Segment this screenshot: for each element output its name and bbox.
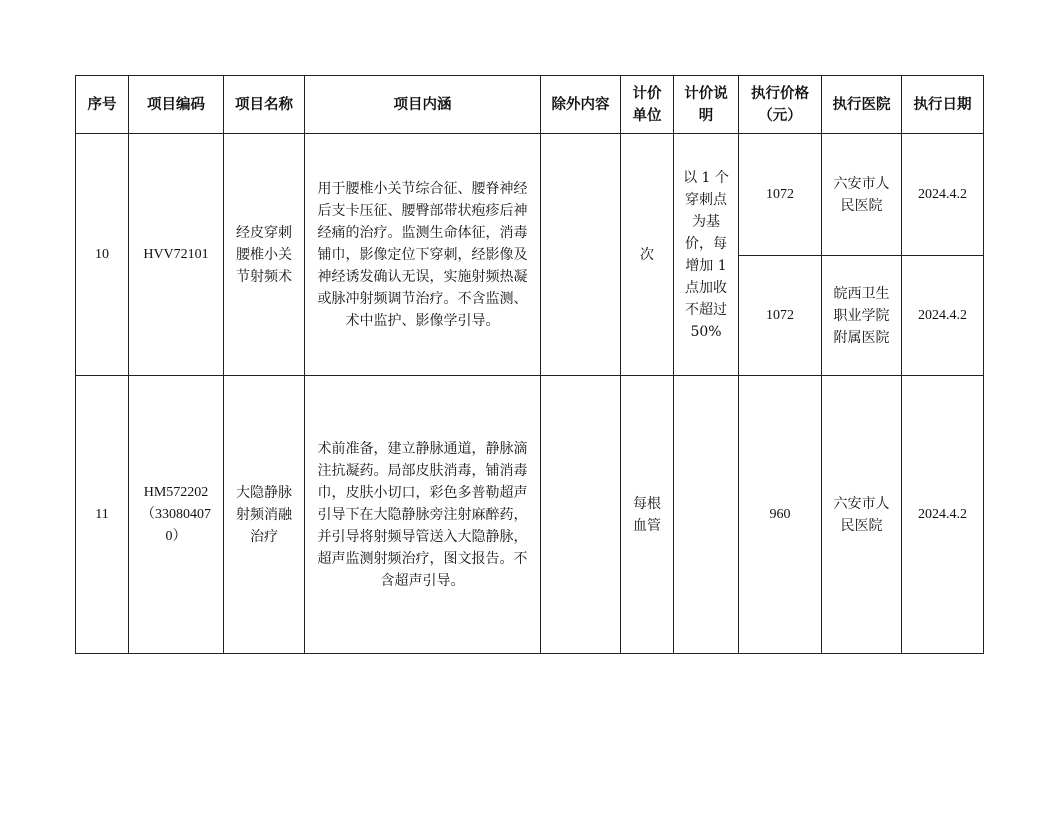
price-table [75, 75, 984, 654]
row-content: 术前准备，建立静脉通道，静脉滴注抗凝药。局部皮肤消毒，铺消毒巾，皮肤小切口，彩色多普勒超声引导下在大隐静脉旁注射麻醉药，并引导将射频导管送入大隐静脉，超声监测射频治疗，图文报告。不含超声引导。 [305, 376, 541, 654]
header-code: 项目编码 [129, 76, 224, 134]
row-price: 1072 [739, 134, 822, 256]
row-price: 960 [739, 376, 822, 654]
row-code: HVV72101 [129, 134, 224, 376]
row-unit: 次 [621, 134, 674, 376]
row-content: 用于腰椎小关节综合征、腰脊神经后支卡压征、腰臀部带状疱疹后神经痛的治疗。监测生命体征，消毒铺巾，影像定位下穿刺，经影像及神经诱发确认无误，实施射频热凝或脉冲射频调节治疗。不含监测、术中监护、影像学引导。 [305, 134, 541, 376]
table-row [76, 376, 984, 654]
row-note [674, 376, 739, 654]
header-note: 计价说明 [674, 76, 739, 134]
row-no: 11 [76, 376, 129, 654]
row-code: HM572202（330804070） [129, 376, 224, 654]
header-row [76, 76, 984, 134]
header-no: 序号 [76, 76, 129, 134]
row-note: 以 1 个穿刺点为基价，每增加 1 点加收不超过 50% [674, 134, 739, 376]
header-unit: 计价单位 [621, 76, 674, 134]
header-content: 项目内涵 [305, 76, 541, 134]
header-name: 项目名称 [224, 76, 305, 134]
row-exclusion [541, 376, 621, 654]
row-date: 2024.4.2 [902, 256, 984, 376]
row-no: 10 [76, 134, 129, 376]
header-date: 执行日期 [902, 76, 984, 134]
row-unit: 每根血管 [621, 376, 674, 654]
header-exclusion: 除外内容 [541, 76, 621, 134]
row-price: 1072 [739, 256, 822, 376]
header-hospital: 执行医院 [822, 76, 902, 134]
row-hospital: 六安市人民医院 [822, 376, 902, 654]
table-row [76, 134, 984, 256]
header-price: 执行价格（元） [739, 76, 822, 134]
row-name: 大隐静脉射频消融治疗 [224, 376, 305, 654]
row-date: 2024.4.2 [902, 376, 984, 654]
row-hospital: 六安市人民医院 [822, 134, 902, 256]
row-date: 2024.4.2 [902, 134, 984, 256]
row-hospital: 皖西卫生职业学院附属医院 [822, 256, 902, 376]
row-exclusion [541, 134, 621, 376]
row-name: 经皮穿刺腰椎小关节射频术 [224, 134, 305, 376]
